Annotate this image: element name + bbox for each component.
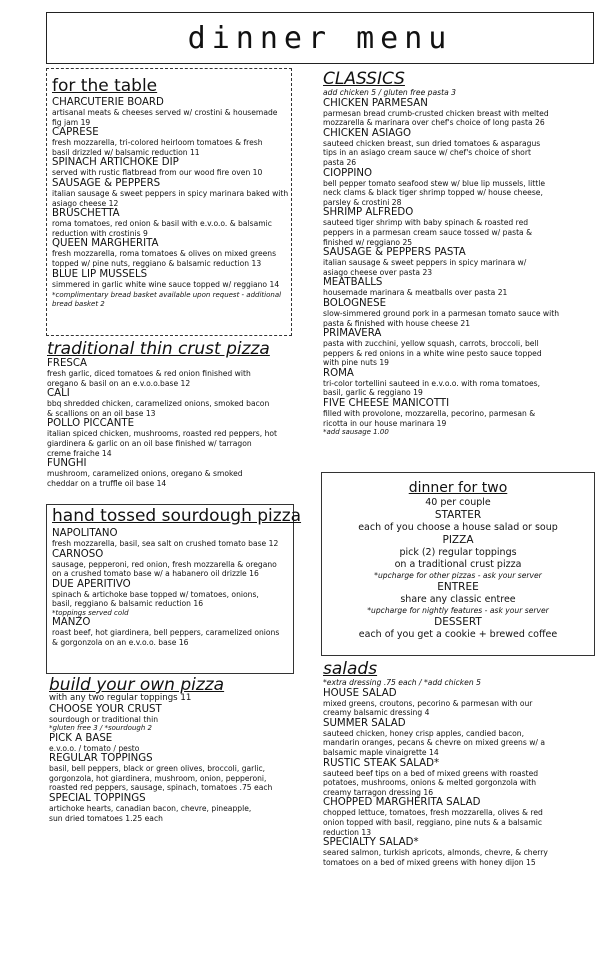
for-the-table-list <box>52 97 287 289</box>
course-note: *upcharge for nightly features - ask your server <box>367 606 549 615</box>
menu-item <box>47 458 295 488</box>
item-name: SUMMER SALAD <box>323 717 406 729</box>
section-dinner-for-two <box>321 472 595 656</box>
menu-item <box>323 128 593 168</box>
item-name: DUE APERITIVO <box>52 578 131 590</box>
item-description: & scallions on an oil base 13 <box>47 408 156 418</box>
dinner-for-two-list <box>322 509 594 641</box>
menu-item <box>323 277 593 298</box>
item-description: sauteed tiger shrimp with baby spinach & roasted red <box>323 218 529 228</box>
course-name: PIZZA <box>442 534 474 546</box>
item-description: artichoke hearts, canadian bacon, chevre, pineapple, <box>49 804 252 814</box>
menu-item <box>323 718 595 758</box>
item-name: CIOPPINO <box>323 167 373 179</box>
item-description: fig jam 19 <box>52 117 91 127</box>
item-description: tomatoes on a bed of mixed greens with honey dijon 15 <box>323 857 536 867</box>
item-name: CHARCUTERIE BOARD <box>52 97 164 108</box>
item-description: sun dried tomatoes 1.25 each <box>49 813 163 823</box>
item-description: sourdough or traditional thin <box>49 714 159 724</box>
item-description: simmered in garlic white wine sauce topped w/ reggiano 14 <box>52 279 280 289</box>
course-desc: share any classic entree <box>400 594 516 605</box>
menu-item <box>323 688 595 718</box>
menu-item <box>52 157 287 178</box>
item-description: neck clams & black tiger shrimp topped w/ house cheese, <box>323 188 543 198</box>
menu-item <box>47 358 295 388</box>
item-description: roma tomatoes, red onion & basil with e.v.o.o. & balsamic <box>52 219 272 229</box>
item-description: finished w/ reggiano 25 <box>323 237 413 247</box>
dinner-for-two-row <box>322 616 594 641</box>
item-description: roasted red peppers, sausage, spinach, tomatoes .75 each <box>49 783 273 793</box>
item-description: spinach & artichoke base topped w/ tomatoes, onions, <box>52 589 259 599</box>
item-description: pasta & finished with house cheese 21 <box>323 318 471 328</box>
item-name: CHOPPED MARGHERITA SALAD <box>323 797 481 809</box>
course-name: ENTREE <box>437 581 479 593</box>
course-desc: on a traditional crust pizza <box>394 559 522 570</box>
item-description: parmesan bread crumb-crusted chicken breast with melted <box>323 108 549 118</box>
item-description: basil, reggiano & balsamic reduction 16 <box>52 599 204 609</box>
build-list <box>49 704 295 824</box>
menu-item <box>323 98 593 128</box>
item-description: balsamic maple vinaigrette 14 <box>323 747 439 757</box>
section-sourdough <box>46 504 302 674</box>
course-name: DESSERT <box>434 616 482 628</box>
item-description: fresh garlic, diced tomatoes & red onion finished with <box>47 369 251 378</box>
menu-item <box>323 247 593 277</box>
item-description: filled with provolone, mozzarella, pecorino, parmesan & <box>323 409 536 419</box>
item-name: POLLO PICCANTE <box>47 418 135 430</box>
item-description: onion topped with basil, reggiano, pine nuts & a balsamic <box>323 817 543 827</box>
item-name: MEATBALLS <box>323 277 383 289</box>
classics-subtitle: add chicken 5 / gluten free pasta 3 <box>323 88 456 97</box>
dinner-for-two-row <box>322 534 594 581</box>
item-name: BLUE LIP MUSSELS <box>52 268 148 280</box>
for-the-table-heading: for the table <box>52 76 158 96</box>
menu-item <box>52 269 287 290</box>
item-name: CHICKEN ASIAGO <box>323 127 412 139</box>
item-name: CARNOSO <box>52 548 104 560</box>
item-name: CHICKEN PARMESAN <box>323 97 428 109</box>
item-name: NAPOLITANO <box>52 528 118 539</box>
course-name: STARTER <box>434 509 482 521</box>
item-description: mixed greens, croutons, pecorino & parmesan with our <box>323 698 533 708</box>
menu-item <box>52 579 289 609</box>
item-name: RUSTIC STEAK SALAD* <box>323 757 440 769</box>
salads-heading: salads <box>323 659 378 679</box>
item-description: reduction 13 <box>323 827 372 837</box>
menu-item <box>52 178 287 208</box>
item-description: housemade marinara & meatballs over pasta 21 <box>323 288 508 298</box>
item-name: SHRIMP ALFREDO <box>323 207 414 219</box>
menu-item <box>49 733 295 754</box>
item-description: on a crushed tomato base w/ a habanero oil drizzle 16 <box>52 569 259 579</box>
menu-item <box>323 207 593 247</box>
menu-item <box>323 168 593 208</box>
item-note: *gluten free 3 / *sourdough 2 <box>49 724 152 733</box>
menu-item <box>323 758 595 798</box>
item-description: fresh mozzarella, roma tomatoes & olives on mixed greens <box>52 249 277 259</box>
section-for-the-table <box>46 68 292 336</box>
item-description: tri-color tortellini sauteed in e.v.o.o. with roma tomatoes, <box>323 378 541 388</box>
item-description: with pine nuts 19 <box>323 358 389 368</box>
item-description: creamy tarragon dressing 16 <box>323 787 434 797</box>
course-desc: each of you get a cookie + brewed coffee <box>358 629 558 640</box>
item-description: basil, bell peppers, black or green olives, broccoli, garlic, <box>49 764 266 774</box>
sourdough-heading: hand tossed sourdough pizza <box>52 506 302 526</box>
menu-item <box>52 238 287 268</box>
course-desc: pick (2) regular toppings <box>399 547 517 558</box>
dinner-for-two-row <box>322 509 594 534</box>
item-name: FRESCA <box>47 358 87 369</box>
section-build-your-own <box>49 676 295 846</box>
item-note: *add sausage 1.00 <box>323 428 389 437</box>
item-name: SAUSAGE & PEPPERS PASTA <box>323 247 466 259</box>
item-description: & gorgonzola on an e.v.o.o. base 16 <box>52 638 189 648</box>
menu-item <box>47 418 295 458</box>
item-name: ROMA <box>323 367 354 379</box>
build-subtitle: with any two regular toppings 11 <box>49 693 192 703</box>
item-name: PRIMAVERA <box>323 328 382 340</box>
item-description: mozzarella & marinara over chef's choice of long pasta 26 <box>323 118 545 128</box>
item-description: potatoes, mushrooms, onions & melted gorgonzola with <box>323 778 537 788</box>
course-desc: each of you choose a house salad or soup <box>358 522 558 533</box>
item-description: peppers in a parmesan cream sauce tossed w/ pasta & <box>323 227 533 237</box>
item-description: mandarin oranges, pecans & chevre on mixed greens w/ a <box>323 738 546 748</box>
item-description: basil, garlic & reggiano 19 <box>323 388 423 398</box>
classics-heading: CLASSICS <box>323 69 405 89</box>
item-name: HOUSE SALAD <box>323 687 397 699</box>
menu-item <box>49 704 295 733</box>
item-description: cheddar on a truffle oil base 14 <box>47 478 167 488</box>
item-name: FIVE CHEESE MANICOTTI <box>323 398 450 410</box>
item-name: SAUSAGE & PEPPERS <box>52 177 161 189</box>
item-description: asiago cheese 12 <box>52 198 119 208</box>
item-description: sauteed chicken breast, sun dried tomatoes & asparagus <box>323 138 541 148</box>
item-name: CAPRESE <box>52 127 99 139</box>
bread-note-line-2: bread basket 2 <box>52 299 105 308</box>
section-salads <box>323 660 595 900</box>
bread-note-line-1: *complimentary bread basket available upon request - additional <box>52 291 282 300</box>
item-description: sauteed beef tips on a bed of mixed greens with roasted <box>323 768 539 778</box>
item-description: creamy balsamic dressing 4 <box>323 708 430 718</box>
menu-item <box>52 127 287 157</box>
thin-crust-list <box>47 358 295 488</box>
item-description: chopped lettuce, tomatoes, fresh mozzarella, olives & red <box>323 808 543 818</box>
item-description: pasta with zucchini, yellow squash, carrots, broccoli, bell <box>323 339 539 349</box>
menu-item <box>52 609 289 618</box>
item-description: pasta 26 <box>323 157 357 167</box>
dinner-for-two-row <box>322 581 594 616</box>
salads-subtitle: *extra dressing .75 each / *add chicken 5 <box>323 678 481 687</box>
item-description: gorgonzola, hot giardinera, mushroom, onion, pepperoni, <box>49 773 267 783</box>
menu-item <box>323 298 593 328</box>
item-description: bbq shredded chicken, caramelized onions, smoked bacon <box>47 399 270 409</box>
menu-item <box>47 388 295 418</box>
item-description: artisanal meats & cheeses served w/ crostini & housemade <box>52 108 278 117</box>
item-name: CHOOSE YOUR CRUST <box>49 703 162 715</box>
item-name: CALI <box>47 388 70 400</box>
item-description: italian sausage & sweet peppers in spicy marinara baked with <box>52 188 289 198</box>
item-description: roast beef, hot giardinera, bell peppers, caramelized onions <box>52 628 280 638</box>
item-description: parsley & crostini 28 <box>323 197 402 207</box>
menu-item <box>52 528 289 549</box>
menu-item <box>52 617 289 647</box>
build-heading: build your own pizza <box>49 675 225 695</box>
menu-item <box>323 368 593 398</box>
item-description: seared salmon, turkish apricots, almonds, chevre, & cherry <box>323 848 548 858</box>
item-description: reduction with crostinis 9 <box>52 228 148 238</box>
item-name: SPINACH ARTICHOKE DIP <box>52 157 179 169</box>
menu-item <box>52 97 287 127</box>
menu-item <box>323 797 595 837</box>
item-description: italian spiced chicken, mushrooms, roasted red peppers, hot <box>47 429 278 439</box>
section-thin-crust <box>47 340 295 500</box>
item-description: e.v.o.o. / tomato / pesto <box>49 743 140 753</box>
item-description: creme fraiche 14 <box>47 448 112 458</box>
course-note: *upcharge for other pizzas - ask your server <box>374 571 542 580</box>
menu-item <box>52 208 287 238</box>
item-name: FUNGHI <box>47 458 87 470</box>
item-description: giardinera & garlic on an oil base finished w/ tarragon <box>47 438 252 448</box>
menu-item <box>49 753 295 793</box>
item-name: MANZO <box>52 617 91 629</box>
item-name: BOLOGNESE <box>323 297 387 309</box>
item-description: fresh mozzarella, tri-colored heirloom tomatoes & fresh <box>52 138 263 148</box>
item-description: bell pepper tomato seafood stew w/ blue lip mussels, little <box>323 178 545 188</box>
bread-note <box>52 291 287 308</box>
item-description: basil drizzled w/ balsamic reduction 11 <box>52 147 200 157</box>
menu-item <box>323 398 593 437</box>
item-description: fresh mozzarella, basil, sea salt on crushed tomato base 12 <box>52 539 279 548</box>
item-name: BRUSCHETTA <box>52 208 120 220</box>
item-name: SPECIALTY SALAD* <box>323 837 419 849</box>
thin-crust-heading: traditional thin crust pizza <box>47 339 270 359</box>
item-description: topped w/ pine nuts, reggiano & balsamic reduction 13 <box>52 258 262 268</box>
item-description: mushroom, caramelized onions, oregano & smoked <box>47 469 243 479</box>
item-name: SPECIAL TOPPINGS <box>49 793 146 805</box>
item-name: REGULAR TOPPINGS <box>49 753 153 765</box>
classics-list <box>323 98 593 437</box>
section-classics <box>323 70 593 470</box>
item-name: PICK A BASE <box>49 732 113 744</box>
menu-item <box>323 328 593 368</box>
item-description: oregano & basil on an e.v.o.o.base 12 <box>47 378 191 388</box>
item-description: italian sausage & sweet peppers in spicy marinara w/ <box>323 258 527 268</box>
item-description: sausage, pepperoni, red onion, fresh mozzarella & oregano <box>52 559 277 569</box>
dinner-for-two-heading: dinner for two <box>408 480 508 496</box>
menu-title: dinner menu <box>46 12 594 64</box>
item-description: asiago cheese over pasta 23 <box>323 267 433 277</box>
menu-item <box>323 837 595 867</box>
item-description: tips in an asiago cream sauce w/ chef's choice of short <box>323 148 531 158</box>
item-description: ricotta in our house marinara 19 <box>323 418 447 428</box>
item-description: served with rustic flatbread from our wood fire oven 10 <box>52 168 263 178</box>
item-name: QUEEN MARGHERITA <box>52 238 159 250</box>
item-description: sauteed chicken, honey crisp apples, candied bacon, <box>323 728 524 738</box>
item-note: *toppings served cold <box>52 608 129 617</box>
sourdough-list <box>52 528 289 648</box>
item-description: slow-simmered ground pork in a parmesan tomato sauce with <box>323 308 560 318</box>
dinner-for-two-price: 40 per couple <box>425 497 491 508</box>
menu-item <box>52 549 289 579</box>
salads-list <box>323 688 595 868</box>
menu-item <box>49 793 295 823</box>
item-description: peppers & red onions in a white wine pesto sauce topped <box>323 348 542 358</box>
